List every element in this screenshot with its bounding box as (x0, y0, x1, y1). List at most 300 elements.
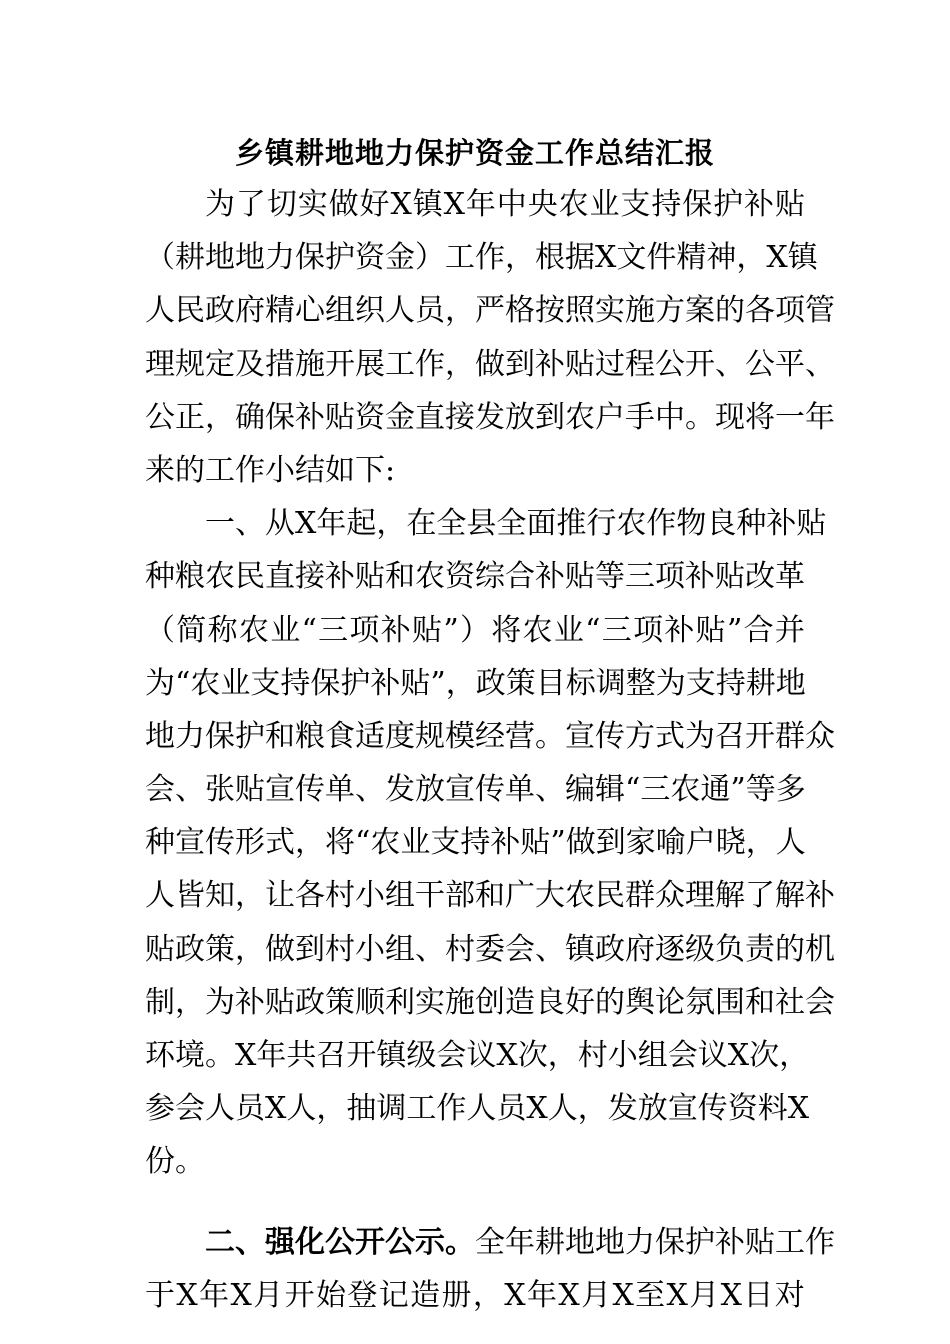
text-glyph: 项 (633, 612, 664, 648)
text-glyph: ” (726, 612, 743, 648)
text-glyph: 保 (295, 240, 325, 276)
text-glyph: 人 (145, 878, 175, 914)
text-glyph: “ (625, 772, 641, 808)
text-glyph: 组 (385, 878, 415, 914)
text-glyph: 传 (295, 772, 325, 808)
text-glyph: 县 (466, 506, 497, 542)
text-glyph: 小 (607, 1038, 638, 1073)
text-glyph: 护 (340, 665, 371, 701)
text-glyph: 农 (558, 187, 589, 222)
text-glyph: 补 (744, 187, 775, 222)
text-glyph: 按 (535, 293, 565, 329)
text-glyph: 保 (682, 187, 713, 222)
text-glyph: 保 (655, 1224, 685, 1260)
text-glyph: 项 (655, 559, 685, 595)
text-glyph: 政 (205, 293, 235, 329)
text-glyph: 标 (565, 665, 596, 701)
text-glyph: X (295, 506, 317, 542)
text-glyph: “ (175, 665, 191, 701)
text-glyph: 做 (565, 825, 596, 861)
heading-glyph: 、 (235, 1224, 265, 1260)
text-glyph: 贴 (355, 559, 385, 595)
text-glyph: 等 (595, 559, 625, 595)
text-glyph: 开 (745, 718, 775, 754)
text-glyph: ， (745, 825, 776, 861)
text-glyph: ， (547, 1038, 578, 1073)
text-glyph: 组 (637, 1038, 668, 1073)
text-glyph: 项 (349, 612, 380, 648)
text-glyph: 会 (505, 931, 535, 967)
text-glyph: X (666, 1277, 688, 1313)
text-glyph: 放 (415, 772, 445, 808)
text-glyph: 大 (535, 878, 565, 914)
text-glyph: 员 (415, 293, 445, 329)
text-glyph: 人 (286, 1091, 317, 1127)
text-glyph: ， (736, 240, 767, 276)
text-glyph: 革 (775, 559, 805, 595)
text-glyph: 做 (328, 187, 359, 222)
text-glyph: 民 (235, 559, 265, 595)
text-glyph: ， (577, 1091, 608, 1127)
document-body (145, 178, 835, 1322)
text-glyph: 月 (581, 1277, 612, 1313)
text-glyph: 种 (145, 825, 175, 861)
text-glyph: 抽 (346, 1091, 377, 1127)
text-glyph: 良 (535, 984, 565, 1020)
text-glyph: 将 (745, 399, 775, 435)
text-glyph: 目 (535, 665, 566, 701)
heading-glyph: 示 (415, 1224, 445, 1260)
text-glyph: 合 (743, 612, 774, 648)
text-glyph: 为 (205, 984, 235, 1020)
text-glyph: 将 (325, 825, 355, 861)
text-glyph: 金 (385, 399, 415, 435)
text-glyph: 等 (745, 772, 776, 808)
text-glyph: 业 (589, 187, 620, 222)
text-glyph: 手 (625, 399, 655, 435)
text-glyph: 贴 (145, 931, 175, 967)
text-glyph: 传 (475, 772, 505, 808)
text-glyph: 支 (620, 187, 651, 222)
text-glyph: 护 (713, 187, 744, 222)
text-glyph: 作 (646, 506, 677, 542)
text-glyph: 补 (664, 612, 695, 648)
text-glyph: 物 (676, 506, 707, 542)
text-glyph: 耕 (535, 1224, 565, 1260)
text-glyph: 。 (535, 718, 565, 754)
text-glyph: 做 (265, 931, 295, 967)
text-glyph: 补 (380, 612, 411, 648)
text-glyph: 全 (475, 1224, 505, 1260)
text-glyph: 单 (325, 772, 355, 808)
paragraph-line (145, 284, 835, 337)
text-glyph: 和 (265, 718, 295, 754)
text-glyph: 综 (475, 559, 505, 595)
text-glyph: “ (355, 825, 371, 861)
text-glyph: 政 (475, 665, 506, 701)
text-glyph: 为 (145, 665, 175, 701)
text-glyph: 镇 (412, 187, 443, 222)
text-glyph: 精 (265, 293, 295, 329)
text-glyph: ， (376, 506, 407, 542)
text-glyph: ， (445, 665, 476, 701)
text-glyph: 议 (697, 1038, 728, 1073)
text-glyph: 理 (145, 346, 175, 382)
text-glyph: 晓 (715, 825, 746, 861)
text-glyph: 实 (297, 187, 328, 222)
text-glyph: 管 (805, 293, 835, 329)
text-glyph: 调 (595, 665, 626, 701)
text-glyph: ， (295, 825, 325, 861)
text-glyph: 做 (475, 346, 505, 382)
text-glyph: 放 (637, 1091, 668, 1127)
text-glyph: 严 (475, 293, 505, 329)
text-glyph: ， (205, 399, 235, 435)
paragraph-line (145, 869, 835, 922)
paragraph-line (145, 816, 805, 869)
text-glyph: 开 (685, 346, 715, 382)
text-glyph: 补 (295, 399, 325, 435)
text-glyph: 日 (743, 1277, 774, 1313)
text-glyph: 群 (625, 878, 655, 914)
text-glyph: 策 (325, 984, 355, 1020)
text-glyph: 到 (505, 346, 535, 382)
text-glyph: 良 (706, 506, 737, 542)
text-glyph: 到 (535, 399, 565, 435)
text-glyph: 护 (325, 240, 355, 276)
text-glyph: 机 (805, 931, 835, 967)
text-glyph: 中 (655, 399, 685, 435)
text-glyph: 作 (805, 1224, 835, 1260)
text-glyph: ） (459, 612, 490, 648)
text-glyph: 人 (775, 825, 806, 861)
text-glyph: 责 (745, 931, 775, 967)
text-glyph: 补 (370, 665, 401, 701)
text-glyph: X (496, 1038, 518, 1073)
text-glyph: 定 (205, 346, 235, 382)
text-glyph: 作 (436, 1091, 467, 1127)
text-glyph: 接 (445, 399, 475, 435)
text-glyph: 让 (265, 878, 295, 914)
text-glyph: 传 (697, 1091, 728, 1127)
text-glyph: 、 (715, 346, 745, 382)
text-glyph: 社 (775, 984, 805, 1020)
text-glyph: 织 (355, 293, 385, 329)
text-glyph: 三 (625, 559, 655, 595)
text-glyph: 件 (646, 240, 677, 276)
text-glyph: 工 (406, 1091, 437, 1127)
text-glyph: 次 (517, 1038, 548, 1073)
text-glyph: 及 (235, 346, 265, 382)
text-glyph: 农 (370, 825, 401, 861)
text-glyph: 持 (460, 825, 491, 861)
paragraph-line (145, 1029, 810, 1082)
text-glyph: ， (235, 878, 265, 914)
paragraph-line (145, 657, 805, 710)
text-glyph: 组 (385, 931, 415, 967)
text-glyph: 编 (565, 772, 595, 808)
text-glyph: 知 (205, 878, 235, 914)
text-glyph: 照 (565, 293, 595, 329)
text-glyph: 贴 (565, 346, 595, 382)
text-glyph: 农 (205, 559, 235, 595)
text-glyph: 措 (265, 346, 295, 382)
text-glyph: 单 (505, 772, 535, 808)
text-glyph: 年 (256, 1038, 287, 1073)
text-glyph: X (504, 1277, 526, 1313)
text-glyph: 补 (535, 559, 565, 595)
text-glyph: 公 (745, 346, 775, 382)
text-glyph: 贴 (745, 1224, 775, 1260)
text-glyph: 传 (595, 718, 625, 754)
text-glyph: 地 (595, 1224, 625, 1260)
text-glyph: 地 (775, 665, 806, 701)
text-glyph: 议 (466, 1038, 497, 1073)
text-glyph: 辑 (595, 772, 625, 808)
text-glyph: 精 (676, 240, 707, 276)
text-glyph: 人 (385, 293, 415, 329)
text-glyph: 至 (635, 1277, 666, 1313)
text-glyph: 负 (715, 931, 745, 967)
text-glyph: ， (505, 240, 535, 276)
text-glyph: 三 (640, 772, 671, 808)
heading-glyph: 化 (295, 1224, 325, 1260)
text-glyph: 和 (475, 878, 505, 914)
text-glyph: 放 (505, 399, 535, 435)
text-glyph: 年 (316, 506, 347, 542)
text-glyph: 业 (220, 665, 251, 701)
text-glyph: 府 (235, 293, 265, 329)
text-glyph: 中 (496, 187, 527, 222)
text-glyph: 逐 (655, 931, 685, 967)
text-glyph: 施 (295, 346, 325, 382)
text-glyph: ， (175, 984, 205, 1020)
text-glyph: 村 (577, 1038, 608, 1073)
text-glyph: 贴 (796, 506, 827, 542)
text-glyph: 。 (685, 399, 715, 435)
text-glyph: 力 (265, 240, 295, 276)
text-glyph: 文 (616, 240, 647, 276)
text-glyph: ， (445, 293, 475, 329)
text-glyph: 家 (625, 825, 656, 861)
text-glyph: ” (443, 612, 459, 648)
text-glyph: 工 (775, 1224, 805, 1260)
text-glyph: 顺 (355, 984, 385, 1020)
text-glyph: （ (145, 612, 175, 648)
text-glyph: 宣 (565, 718, 595, 754)
text-glyph: 登 (347, 1277, 378, 1313)
text-glyph: 干 (415, 878, 445, 914)
text-glyph: 发 (475, 399, 505, 435)
text-glyph: 部 (445, 878, 475, 914)
text-glyph: 营 (505, 718, 535, 754)
paragraph-first-line (145, 1216, 835, 1269)
text-glyph: 、 (805, 346, 835, 382)
text-glyph: 料 (757, 1091, 788, 1127)
text-glyph: 案 (685, 293, 715, 329)
text-glyph: 、 (235, 506, 265, 542)
text-glyph: 农 (190, 665, 221, 701)
text-glyph: 作 (415, 346, 445, 382)
text-glyph: X (787, 1091, 810, 1127)
text-glyph: 小 (355, 878, 385, 914)
text-glyph: 补 (490, 825, 521, 861)
text-glyph: 了 (235, 187, 266, 222)
text-glyph: 农 (415, 559, 445, 595)
text-glyph: 农 (238, 612, 269, 648)
text-glyph: 会 (436, 1038, 467, 1073)
text-glyph: ” (550, 825, 566, 861)
text-glyph: 贴 (325, 399, 355, 435)
text-glyph: 好 (565, 984, 595, 1020)
text-glyph: 在 (406, 506, 437, 542)
text-glyph: X (720, 1277, 743, 1313)
text-glyph: 年 (526, 1277, 557, 1313)
text-glyph: 全 (436, 506, 467, 542)
text-glyph: 面 (526, 506, 557, 542)
text-glyph: 民 (175, 293, 205, 329)
text-glyph: 境 (175, 1038, 205, 1073)
text-glyph: 众 (655, 878, 685, 914)
text-glyph: 支 (430, 825, 461, 861)
text-glyph: ” (730, 772, 746, 808)
text-glyph: X (727, 1038, 750, 1073)
paragraph-line (145, 1269, 805, 1322)
text-glyph: 为 (205, 187, 235, 222)
text-glyph: 解 (775, 878, 805, 914)
text-glyph: 护 (235, 718, 265, 754)
text-glyph: 农 (565, 399, 595, 435)
text-glyph: 舆 (625, 984, 655, 1020)
heading-glyph: 二 (205, 1224, 235, 1260)
text-glyph: 张 (205, 772, 235, 808)
text-glyph: 次 (749, 1038, 780, 1073)
text-glyph: ， (235, 931, 265, 967)
text-glyph: 农 (522, 612, 553, 648)
text-glyph: 式 (265, 825, 295, 861)
text-glyph: 实 (595, 293, 625, 329)
text-glyph: 整 (625, 665, 656, 701)
text-glyph: 农 (565, 878, 595, 914)
text-glyph: 各 (745, 293, 775, 329)
text-glyph: 适 (355, 718, 385, 754)
text-glyph: 于 (145, 1277, 175, 1313)
text-glyph: 制 (145, 984, 175, 1020)
text-glyph: 推 (556, 506, 587, 542)
text-glyph: 调 (376, 1091, 407, 1127)
paragraph-line (145, 923, 835, 976)
text-glyph: 据 (565, 240, 595, 276)
text-glyph: X (443, 187, 465, 222)
text-glyph: 持 (280, 665, 311, 701)
text-glyph: 月 (689, 1277, 720, 1313)
text-glyph: 、 (535, 772, 565, 808)
text-glyph: 和 (385, 559, 415, 595)
text-glyph: 地 (235, 240, 265, 276)
text-glyph: 力 (625, 1224, 655, 1260)
text-glyph: 发 (607, 1091, 638, 1127)
text-glyph: 保 (310, 665, 341, 701)
text-glyph: 到 (595, 825, 626, 861)
text-glyph: 。 (205, 1038, 235, 1073)
text-glyph: 环 (145, 1038, 175, 1073)
text-glyph: 人 (145, 293, 175, 329)
text-glyph: 人 (466, 1091, 497, 1127)
text-glyph: 施 (625, 293, 655, 329)
heading-glyph: 。 (445, 1224, 475, 1260)
text-glyph: 确 (235, 399, 265, 435)
text-glyph: 民 (595, 878, 625, 914)
text-glyph: 直 (415, 399, 445, 435)
text-glyph: 补 (685, 559, 715, 595)
heading-glyph: 公 (325, 1224, 355, 1260)
text-glyph: 造 (505, 984, 535, 1020)
text-glyph: 种 (736, 506, 767, 542)
text-glyph: 程 (625, 346, 655, 382)
text-glyph: 补 (715, 1224, 745, 1260)
text-glyph: 氛 (685, 984, 715, 1020)
text-glyph: 政 (175, 931, 205, 967)
text-glyph: 心 (295, 293, 325, 329)
text-glyph: 宣 (667, 1091, 698, 1127)
text-glyph: 补 (766, 506, 797, 542)
text-glyph: 委 (475, 931, 505, 967)
text-glyph: 小 (355, 931, 385, 967)
text-glyph: ” (430, 665, 446, 701)
text-glyph: 始 (315, 1277, 346, 1313)
text-glyph: 作 (475, 240, 505, 276)
text-glyph: 规 (175, 346, 205, 382)
text-glyph: 一 (205, 506, 235, 542)
text-glyph: 传 (205, 825, 235, 861)
text-glyph: 级 (685, 931, 715, 967)
text-glyph: 直 (265, 559, 295, 595)
text-glyph: 持 (651, 187, 682, 222)
text-glyph: X (230, 1277, 252, 1313)
text-glyph: 全 (496, 506, 527, 542)
text-glyph: ， (779, 1038, 810, 1073)
text-glyph: 业 (553, 612, 584, 648)
text-glyph: 记 (378, 1277, 409, 1313)
text-glyph: 项 (775, 293, 805, 329)
text-glyph: 接 (295, 559, 325, 595)
text-glyph: 镇 (787, 240, 818, 276)
document-title: 乡镇耕地地力保护资金工作总结汇报 (234, 136, 715, 170)
text-glyph: 资 (355, 399, 385, 435)
text-glyph: 开 (346, 1038, 377, 1073)
heading-glyph: 公 (385, 1224, 415, 1260)
text-glyph: 形 (235, 825, 265, 861)
heading-glyph: 开 (355, 1224, 385, 1260)
text-glyph: 农 (616, 506, 647, 542)
text-glyph: 理 (685, 878, 715, 914)
text-glyph: 镇 (376, 1038, 407, 1073)
text-glyph: 三 (601, 612, 632, 648)
text-glyph: 资 (355, 240, 385, 276)
text-glyph: 起 (346, 506, 377, 542)
text-glyph: 开 (325, 346, 355, 382)
text-glyph: 三 (318, 612, 349, 648)
paragraph-line (145, 338, 835, 391)
paragraph-line (145, 231, 818, 284)
text-glyph: 组 (325, 293, 355, 329)
text-glyph: 会 (805, 984, 835, 1020)
text-glyph: 保 (205, 718, 235, 754)
text-glyph: 皆 (175, 878, 205, 914)
text-glyph: 、 (535, 931, 565, 967)
text-glyph: 会 (175, 1091, 205, 1127)
text-glyph: 户 (685, 825, 716, 861)
